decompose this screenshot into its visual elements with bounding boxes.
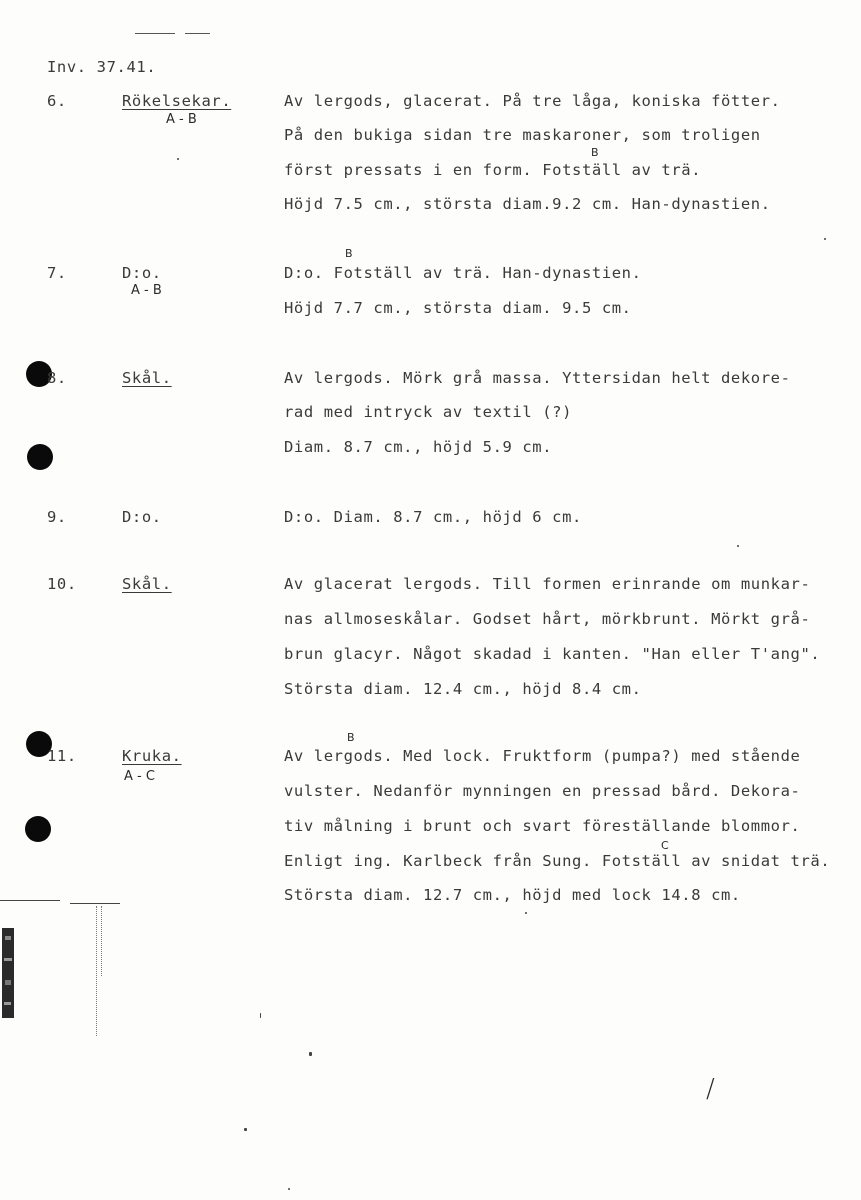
entry-line: D:o. Fotställ av trä. Han-dynastien. <box>284 264 642 282</box>
punch-hole <box>25 816 51 842</box>
entry-title: Kruka. <box>122 747 182 765</box>
entry-number: 9. <box>47 508 67 526</box>
handwritten-slash: / <box>706 1074 715 1104</box>
handwritten-mark: B <box>591 146 599 159</box>
entry-line: brun glacyr. Något skadad i kanten. "Han eller T'ang". <box>284 645 821 663</box>
entry-number: 10. <box>47 575 77 593</box>
entry-line: vulster. Nedanför mynningen en pressad bård. Dekora- <box>284 782 801 800</box>
handwritten-mark: B <box>347 731 355 744</box>
inventory-header: Inv. 37.41. <box>47 58 157 76</box>
handwritten-note: A - B <box>131 283 162 298</box>
ink-speck <box>260 1013 261 1018</box>
entry-number: 11. <box>47 747 77 765</box>
ink-speck <box>244 1128 247 1131</box>
entry-title: Rökelsekar. <box>122 92 232 110</box>
entry-line: Höjd 7.7 cm., största diam. 9.5 cm. <box>284 299 632 317</box>
ink-speck <box>525 912 527 914</box>
scan-edge-line <box>0 900 60 901</box>
entry-line: Av glacerat lergods. Till formen erinrande om munkar- <box>284 575 811 593</box>
handwritten-mark: B <box>345 247 353 260</box>
entry-line: nas allmoseskålar. Godset hårt, mörkbrunt. Mörkt grå- <box>284 610 811 628</box>
ink-speck <box>177 158 179 160</box>
entry-line: Enligt ing. Karlbeck från Sung. Fotställ av snidat trä. <box>284 852 831 870</box>
entry-number: 6. <box>47 92 67 110</box>
entry-line: Av lergods. Mörk grå massa. Yttersidan helt dekore- <box>284 369 791 387</box>
punch-hole <box>27 444 53 470</box>
handwritten-note: A - B <box>166 112 197 127</box>
entry-title: D:o. <box>122 264 162 282</box>
entry-line: Höjd 7.5 cm., största diam.9.2 cm. Han-dynastien. <box>284 195 771 213</box>
scan-dotted-line <box>96 906 99 1036</box>
entry-title: Skål. <box>122 575 172 593</box>
entry-line: rad med intryck av textil (?) <box>284 403 573 421</box>
ink-speck <box>288 1188 290 1190</box>
entry-line: Av lergods, glacerat. På tre låga, koniska fötter. <box>284 92 781 110</box>
ink-speck <box>737 545 739 547</box>
scan-dotted-line <box>101 906 104 976</box>
entry-title: D:o. <box>122 508 162 526</box>
entry-line: D:o. Diam. 8.7 cm., höjd 6 cm. <box>284 508 582 526</box>
ink-speck <box>824 238 826 240</box>
entry-line: tiv målning i brunt och svart föreställande blommor. <box>284 817 801 835</box>
scan-edge-strip <box>2 928 14 1018</box>
entry-line: Av lergods. Med lock. Fruktform (pumpa?) med stående <box>284 747 801 765</box>
ink-speck <box>309 1052 312 1056</box>
entry-number: 7. <box>47 264 67 282</box>
handwritten-note: A - C <box>124 769 155 784</box>
entry-line: först pressats i en form. Fotställ av trä. <box>284 161 702 179</box>
handwritten-mark: C <box>661 839 669 852</box>
entry-line: Största diam. 12.4 cm., höjd 8.4 cm. <box>284 680 642 698</box>
scan-edge-line <box>70 903 120 904</box>
top-dash <box>135 33 175 34</box>
entry-title: Skål. <box>122 369 172 387</box>
top-dash <box>185 33 210 34</box>
entry-line: Diam. 8.7 cm., höjd 5.9 cm. <box>284 438 553 456</box>
entry-number: 8. <box>47 369 67 387</box>
entry-line: Största diam. 12.7 cm., höjd med lock 14.8 cm. <box>284 886 741 904</box>
entry-line: På den bukiga sidan tre maskaroner, som troligen <box>284 126 761 144</box>
